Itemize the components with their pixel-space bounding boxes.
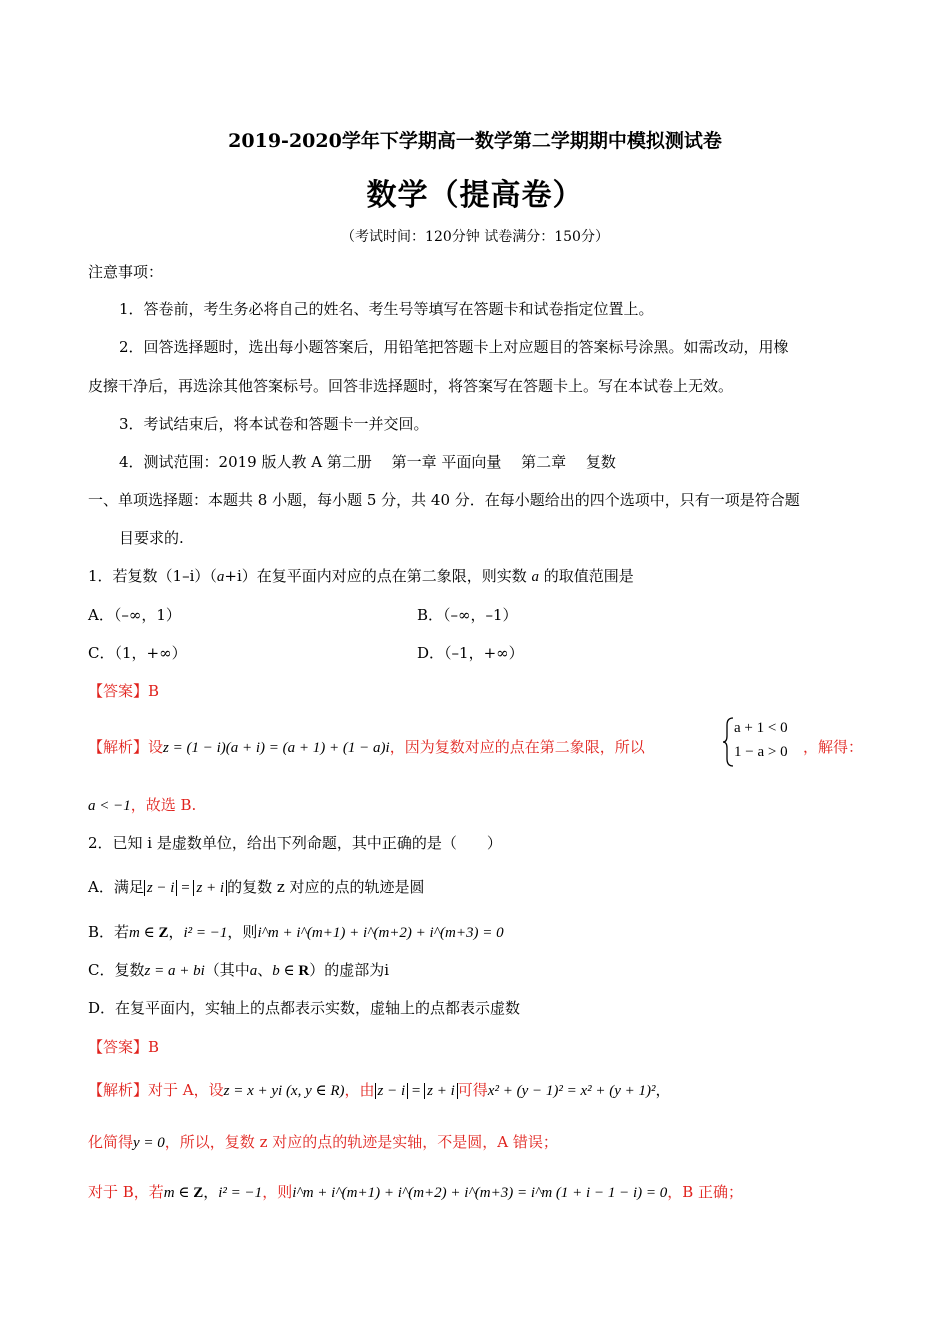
q1-analysis: 【解析】设z = (1 − i)(a + i) = (a + 1) + (1 − a)i，因为复数对应的点在第二象限，所以 xyxy=(88,738,645,756)
section-1-heading-cont: 目要求的. xyxy=(119,529,184,547)
q1-analysis-formula: z = (1 − i)(a + i) = (a + 1) + (1 − a)i xyxy=(163,740,390,756)
q2-option-b: B．若m ∈ Z，i² = −1，则i^m + i^(m+1) + i^(m+2) + i^(m+3) = 0 xyxy=(88,923,504,941)
q2-analysis-line-2: 化简得y = 0，所以，复数 z 对应的点的轨迹是实轴，不是圆，A 错误； xyxy=(88,1133,558,1151)
q1-option-c: C．（1，+∞） xyxy=(88,644,187,662)
q1-analysis-solve: ，解得： xyxy=(803,738,864,756)
q2-analysis-line-3: 对于 B，若m ∈ Z，i² = −1，则i^m + i^(m+1) + i^(m+2) + i^(m+3) = i^m (1 + i − 1 − i) = 0，B 正确； xyxy=(88,1183,744,1201)
q2-option-a: A．满足 z − i = z + i 的复数 z 对应的点的轨迹是圆 xyxy=(88,878,425,896)
notice-item-4: 4．测试范围：2019 版人教 A 第二册 第一章 平面向量 第二章 复数 xyxy=(119,453,616,471)
q1-option-d: D．（–1，+∞） xyxy=(417,644,524,662)
notice-heading: 注意事项： xyxy=(88,263,164,281)
q1-option-a: A．（–∞，1） xyxy=(88,606,181,624)
q1-inequality-system xyxy=(722,717,802,767)
q1-conclusion: a < −1，故选 B. xyxy=(88,796,197,814)
q2-answer: 【答案】B xyxy=(88,1038,160,1056)
section-1-heading: 一、单项选择题：本题共 8 小题，每小题 5 分，共 40 分．在每小题给出的四个选项中，只有一项是符合题 xyxy=(88,491,800,509)
exam-subtitle: 数学（提高卷） xyxy=(366,178,584,213)
q1-option-b: B．（–∞，–1） xyxy=(417,606,518,624)
notice-item-1: 1．答卷前，考生务必将自己的姓名、考生号等填写在答题卡和试卷指定位置上。 xyxy=(119,300,654,318)
q2-option-d: D．在复平面内，实轴上的点都表示实数，虚轴上的点都表示虚数 xyxy=(88,999,521,1017)
q2-stem: 2．已知 i 是虚数单位，给出下列命题，其中正确的是（ ） xyxy=(88,834,502,852)
q1-system-line-1: a + 1 < 0 xyxy=(734,720,788,736)
exam-title: 2019-2020学年下学期高一数学第二学期期中模拟测试卷 xyxy=(228,130,722,152)
notice-item-2-line-1: 2．回答选择题时，选出每小题答案后，用铅笔把答题卡上对应题目的答案标号涂黑。如需改动，用橡 xyxy=(119,338,789,356)
q2-analysis-line-1: 【解析】对于 A，设z = x + yi (x, y ∈ R)，由 z − i = z + i 可得x² + (y − 1)² = x² + (y + 1)²， xyxy=(88,1081,671,1099)
q1-answer: 【答案】B xyxy=(88,682,160,700)
notice-item-2-line-2: 皮擦干净后，再选涂其他答案标号。回答非选择题时，将答案写在答题卡上。写在本试卷上无效。 xyxy=(88,377,734,395)
q2-option-c: C．复数z = a + bi（其中a、b ∈ R）的虚部为i xyxy=(88,961,390,979)
q1-stem: 1．若复数（1–i）（a+i）在复平面内对应的点在第二象限，则实数 a 的取值范围是 xyxy=(88,567,634,585)
exam-info: （考试时间：120分钟 试卷满分：150分） xyxy=(341,229,609,245)
q1-system-line-2: 1 − a > 0 xyxy=(734,744,788,760)
notice-item-3: 3．考试结束后，将本试卷和答题卡一并交回。 xyxy=(119,415,429,433)
